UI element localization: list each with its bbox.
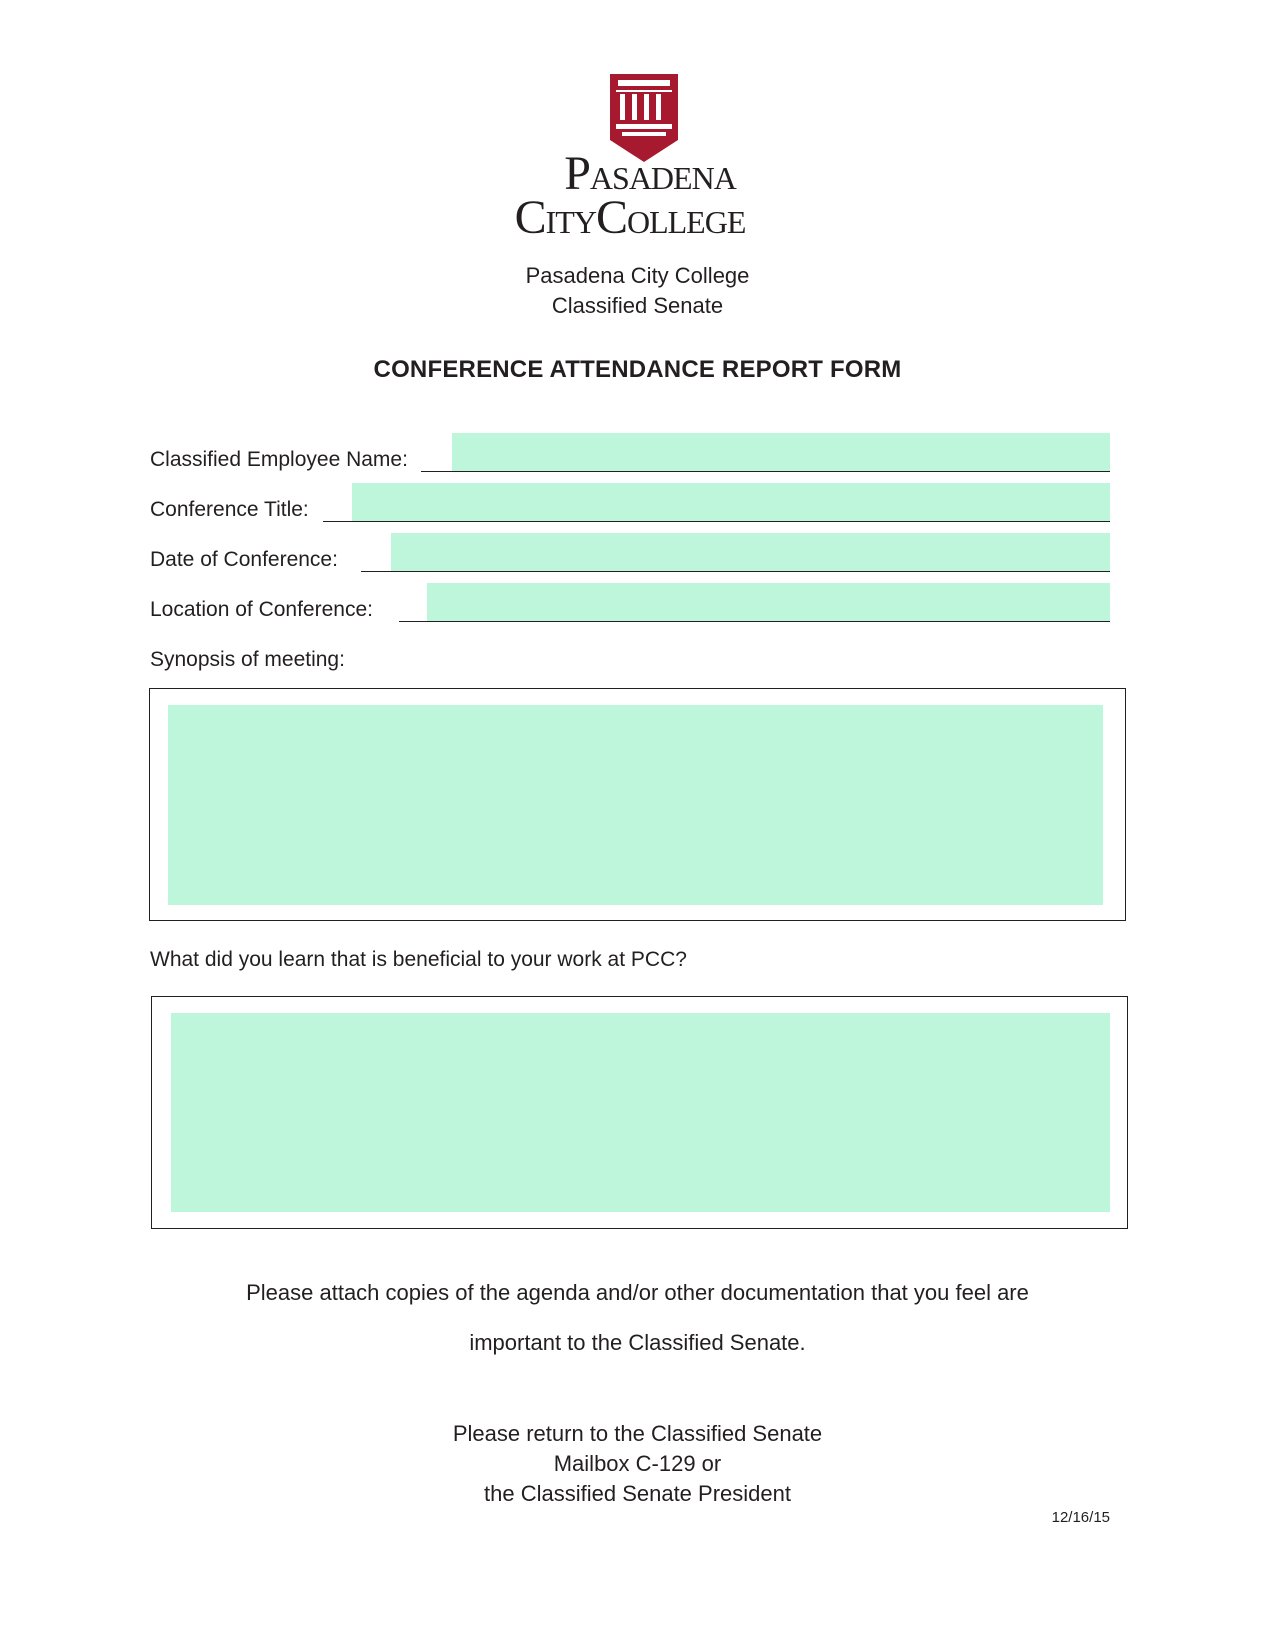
benefit-textarea[interactable] xyxy=(171,1013,1110,1212)
revision-date: 12/16/15 xyxy=(1051,1509,1110,1526)
org-subtitle: Classified Senate xyxy=(551,293,724,318)
conference-location-label: Location of Conference: xyxy=(150,598,373,621)
return-instructions-line-3: the Classified Senate President xyxy=(484,1481,791,1506)
return-instructions-line-1: Please return to the Classified Senate xyxy=(452,1421,823,1446)
employee-name-label: Classified Employee Name: xyxy=(150,448,408,471)
employee-name-underline xyxy=(421,471,1110,472)
synopsis-label: Synopsis of meeting: xyxy=(150,648,345,671)
wordmark-line-1: PASADENA xyxy=(564,147,736,200)
form-title: CONFERENCE ATTENDANCE REPORT FORM xyxy=(373,356,902,383)
conference-date-underline xyxy=(361,571,1110,572)
conference-title-field[interactable] xyxy=(352,483,1110,521)
conference-location-field[interactable] xyxy=(427,583,1110,621)
conference-date-label: Date of Conference: xyxy=(150,548,338,571)
conference-title-label: Conference Title: xyxy=(150,498,309,521)
wordmark-line-2: CITYCOLLEGE xyxy=(514,191,746,244)
attach-instructions-line-2: important to the Classified Senate. xyxy=(469,1330,806,1355)
conference-location-underline xyxy=(399,621,1110,622)
college-wordmark xyxy=(480,147,780,244)
conference-date-field[interactable] xyxy=(391,533,1110,571)
synopsis-textarea[interactable] xyxy=(168,705,1103,905)
attach-instructions-line-1: Please attach copies of the agenda and/or other documentation that you feel are xyxy=(246,1280,1029,1305)
org-name: Pasadena City College xyxy=(525,263,750,288)
return-instructions-line-2: Mailbox C-129 or xyxy=(553,1451,722,1476)
benefit-label: What did you learn that is beneficial to your work at PCC? xyxy=(150,948,687,971)
conference-title-underline xyxy=(323,521,1110,522)
employee-name-field[interactable] xyxy=(452,433,1110,471)
